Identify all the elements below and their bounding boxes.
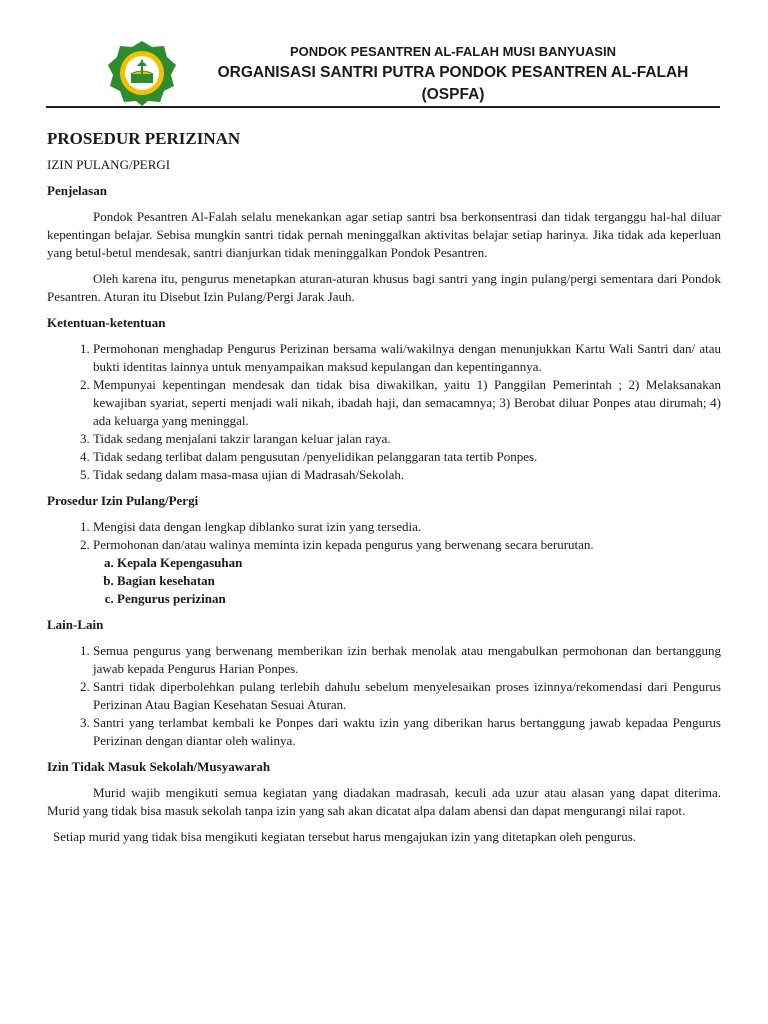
approval-sublist — [93, 554, 721, 608]
list-item — [93, 536, 721, 608]
section-heading-izin-sekolah: Izin Tidak Masuk Sekolah/Musyawarah — [47, 759, 271, 774]
list-item: 5. Tidak sedang dalam masa-masa ujian di Madrasah/Sekolah. — [93, 466, 721, 484]
paragraph: Murid wajib mengikuti semua kegiatan yang diadakan madrasah, keculi ada uzur atau alasan yang dapat diterima. Murid yang tidak bisa masuk sekolah tanpa izin yang sah akan dicatat alpa dalam abensi dan dapat mengurangi nilai rapot. — [47, 785, 721, 818]
section-heading-penjelasan: Penjelasan — [47, 183, 107, 198]
organization-name: ORGANISASI SANTRI PUTRA PONDOK PESANTREN AL-FALAH — [217, 64, 689, 81]
lain-lain-list — [47, 642, 721, 750]
letterhead — [0, 0, 768, 112]
list-item: 2. Santri tidak diperbolehkan pulang terlebih dahulu sebelum menyelesaikan proses izinnya/rekomendasi dari Pengurus Perizinan Atau Bagian Kesehatan Sesuai Aturan. — [93, 678, 721, 714]
page-title: PROSEDUR PERIZINAN — [47, 129, 241, 148]
sublist-item: a. Kepala Kepengasuhan — [117, 554, 721, 572]
document-body — [47, 128, 721, 854]
section-heading-ketentuan: Ketentuan-ketentuan — [47, 315, 166, 330]
page-subtitle: IZIN PULANG/PERGI — [47, 157, 171, 172]
paragraph: Pondok Pesantren Al-Falah selalu menekankan agar setiap santri bsa berkonsentrasi dan tidak terganggu hal-hal diluar kepentingan belajar. Sebisa mungkin santri tidak pernah meninggalkan aktivitas belajar setiap harinya. Jika tidak ada keperluan yang betul-betul mendesak, santri dianjurkan tidak meninggalkan Pondok Pesantren. — [47, 209, 721, 260]
prosedur-list — [47, 518, 721, 608]
school-name: PONDOK PESANTREN AL-FALAH MUSI BANYUASIN — [290, 44, 616, 59]
sublist-item: b. Bagian kesehatan — [117, 572, 721, 590]
list-item: 3. Santri yang terlambat kembali ke Ponpes dari waktu izin yang diberikan harus bertanggung jawab kepadaa Pengurus Perizinan dengan diantar oleh walinya. — [93, 714, 721, 750]
list-item: 3. Tidak sedang menjalani takzir larangan keluar jalan raya. — [93, 430, 721, 448]
list-item: 2. Mempunyai kepentingan mendesak dan tidak bisa diwakilkan, yaitu 1) Panggilan Pemerintah ; 2) Melaksanakan kewajiban syariat, seperti menjadi wali nikah, ibadah haji, dan semacamnya; 3) Berobat diluar Ponpes atau dirumah; 4) ada keluarga yang meninggal. — [93, 376, 721, 430]
sublist-item: c. Pengurus perizinan — [117, 590, 721, 608]
list-item: 1. Mengisi data dengan lengkap diblanko surat izin yang tersedia. — [93, 518, 721, 536]
list-item: 4. Tidak sedang terlibat dalam pengusutan /penyelidikan pelanggaran tata tertib Ponpes. — [93, 448, 721, 466]
ketentuan-list — [47, 340, 721, 484]
paragraph: Oleh karena itu, pengurus menetapkan aturan-aturan khusus bagi santri yang ingin pulang/pergi sementara dari Pondok Pesantren. Aturan itu Disebut Izin Pulang/Pergi Jarak Jauh. — [47, 271, 721, 304]
pesantren-logo-icon — [107, 40, 177, 106]
organization-abbr: (OSPFA) — [421, 86, 485, 103]
list-item: 1. Semua pengurus yang berwenang memberikan izin berhak menolak atau mengabulkan permohonan dan bertanggung jawab kepada Pengurus Harian Ponpes. — [93, 642, 721, 678]
header-divider — [46, 106, 720, 108]
list-item-text: Permohonan dan/atau walinya meminta izin kepada pengurus yang berwenang secara berurutan. — [93, 537, 594, 552]
section-heading-lain-lain: Lain-Lain — [47, 617, 104, 632]
paragraph: Setiap murid yang tidak bisa mengikuti kegiatan tersebut harus mengajukan izin yang ditetapkan oleh pengurus. — [53, 829, 637, 844]
list-item: 1. Permohonan menghadap Pengurus Perizinan bersama wali/wakilnya dengan menunjukkan Kartu Wali Santri dan/ atau bukti identitas lainnya untuk menyampaikan maksud kepulangan dan kepentingannya. — [93, 340, 721, 376]
section-heading-prosedur: Prosedur Izin Pulang/Pergi — [47, 493, 199, 508]
